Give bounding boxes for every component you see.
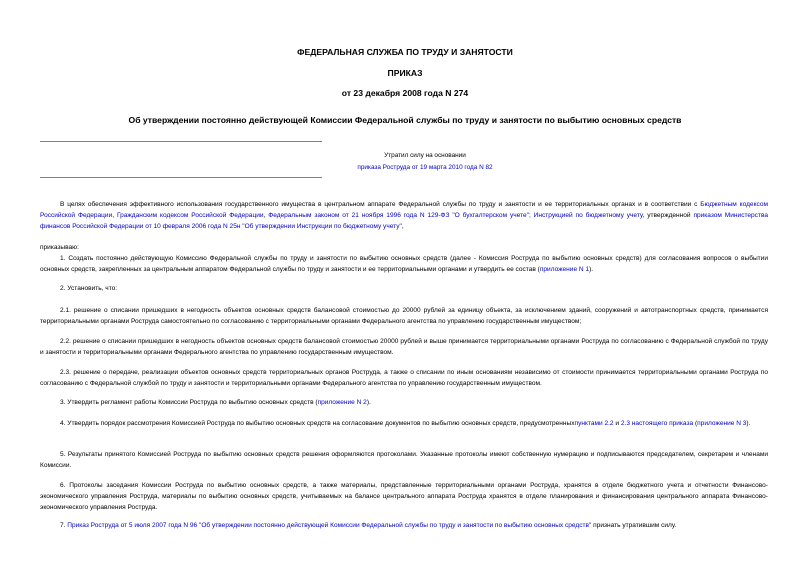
preamble-text: , утвержденной (642, 212, 694, 219)
item-text: признать утратившим силу. (591, 522, 677, 529)
item-text: ). (366, 399, 371, 406)
item-text: ( (693, 420, 698, 427)
item-2-3: 2.3. решение о передаче, реализации объектов основных средств территориальных органов Роструда, а также о списании по иным основаниям независимо от стоимости принимается территориальными органами Роструда по согласованию с Федеральной службой по труду и занятости и территориальными органами Федерального агентства по управлению государственным имуществом. (40, 369, 768, 387)
item-6: 6. Протоколы заседания Комиссии Роструда по выбытию основных средств, а также материалы, представленные территориальными органами Роструда, хранятся в отделе бюджетного учета и отчетности Финансово-экономического управления Роструда, материалы по выбытию основных средств, учитываемых на балансе центрального аппарата Роструда хранятся в отделе планирования и финансирования центрального аппарата Финансово-экономического управления Роструда. (40, 482, 768, 511)
preamble-text: В целях обеспечения эффективного использования государственного имущества в центральном аппарате Федеральной службы по труду и занятости и ее территориальных органах и в соответствии с (60, 201, 701, 208)
clause-2-3-link[interactable]: 2.3 настоящего приказа (620, 420, 694, 427)
appendix-1-link[interactable]: приложение N 1 (539, 266, 590, 273)
repealed-notice-text: Утратил силу на основании (384, 152, 466, 159)
item-text: ). (746, 420, 751, 427)
item-2-2: 2.2. решение о списании пришедших в негодность объектов основных средств балансовой стоимостью 20000 рублей и выше принимается территориальными органами Роструда по согласованию с Федеральной службой по труду и занятости и территориальными органами Федерального агентства по управлению государственным имуществом. (40, 338, 768, 356)
divider-top (40, 141, 322, 142)
document-title: Об утверждении постоянно действующей Комиссии Федеральной службы по труду и занятости по выбытию основных средств (128, 115, 682, 125)
preamble-text: , (112, 212, 117, 219)
divider-bottom (40, 177, 322, 178)
item-5: 5. Результаты принятого Комиссией Роструда по выбытию основных средств решения оформляются протоколами. Указанные протоколы имеют собственную нумерацию и подписываются председателем, секретарем и членами Комиссии. (40, 451, 768, 469)
repealed-notice (330, 150, 520, 174)
item-7 (40, 520, 768, 531)
appendix-3-link[interactable]: приложение N 3 (697, 420, 747, 427)
order-word: приказываю: (40, 244, 79, 251)
item-text: 4. Утвердить порядок рассмотрения Комиссией Роструда по выбытию основных средств на согласование документов по выбытию основных средств, предусмотренных (60, 420, 575, 427)
preamble-text: , (401, 223, 404, 230)
item-4 (40, 418, 768, 429)
item-text: 7. (60, 522, 68, 529)
item-2: 2. Установить, что: (60, 285, 118, 292)
item-text: 1. Создать постоянно действующую Комиссию Федеральной службы по труду и занятости по выбытию основных средств (далее - Комиссия Роструда по выбытию основных средств) для согласования вопросов о выбытии основных средств, закрепленных за центральным аппаратом Федеральной службы по труду и занятости и ее территориальными органами и утвердить ее состав ( (40, 255, 768, 273)
item-1 (40, 253, 768, 275)
document-date-number: от 23 декабря 2008 года N 274 (341, 88, 469, 98)
repealed-order-96-link[interactable]: Приказ Роструда от 5 июля 2007 года N 96 "Об утверждении постоянно действующей Комиссии Федеральной службы по труду и занятости по выбытию основных средств" (67, 522, 592, 529)
document-type: ПРИКАЗ (387, 68, 423, 78)
item-text: и (613, 420, 621, 427)
budget-code-link[interactable]: Бюджетным кодексом Российской Федерации (40, 201, 768, 219)
repealed-by-order-link[interactable]: приказа Роструда от 19 марта 2010 года N 82 (357, 164, 493, 171)
accounting-law-link[interactable]: Федеральным законом от 21 ноября 1996 года N 129-ФЗ "О бухгалтерском учете" (268, 212, 529, 219)
budget-instruction-link[interactable]: Инструкцией по бюджетному учету (533, 212, 643, 219)
appendix-2-link[interactable]: приложение N 2 (317, 399, 367, 406)
item-text: 3. Утвердить регламент работы Комиссии Роструда по выбытию основных средств ( (60, 399, 318, 406)
item-text: ). (589, 266, 594, 273)
preamble-paragraph (40, 199, 768, 232)
preamble-text: , (263, 212, 269, 219)
civil-code-link[interactable]: Гражданским кодексом Российской Федерации (116, 212, 264, 219)
item-3 (40, 397, 768, 408)
item-2-1: 2.1. решение о списании пришедших в негодность объектов основных средств балансовой стоимостью до 20000 рублей за единицу объекта, за исключением зданий, сооружений и автотранспортных средств, принимается территориальными органами Роструда самостоятельно по согласованию с территориальными органами Федерального агентства по управлению государственным имуществом; (40, 307, 768, 325)
agency-name: ФЕДЕРАЛЬНАЯ СЛУЖБА ПО ТРУДУ И ЗАНЯТОСТИ (297, 47, 513, 57)
clause-2-2-link[interactable]: пунктами 2.2 (574, 420, 614, 427)
preamble-text: ; (528, 212, 534, 219)
minfin-order-link[interactable]: приказом Министерства финансов Российской Федерации от 10 февраля 2006 года N 25н "Об утверждении Инструкции по бюджетному учету" (40, 212, 768, 230)
